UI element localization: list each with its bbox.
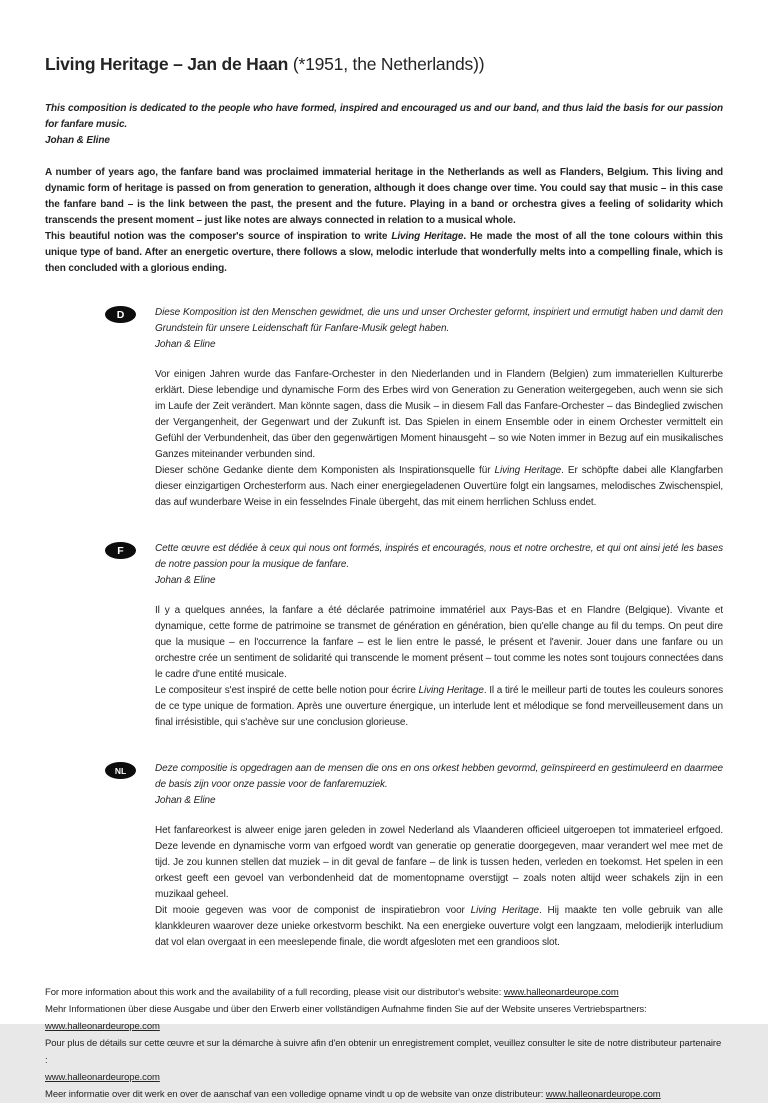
program-note-french — [155, 603, 723, 731]
dedication-french-text: Cette œuvre est dédiée à ceux qui nous ont formés, inspirés et encouragés, nous et notre orchestre, et qui ont ainsi jeté les bases de notre passion pour la musique de fanfare. — [155, 543, 723, 570]
dedication-french — [155, 541, 723, 589]
footer-line-french — [45, 1035, 723, 1086]
work-title-mention: Living Heritage — [391, 231, 464, 242]
english-paragraph-1: A number of years ago, the fanfare band was proclaimed immaterial heritage in the Netherlands as well as Flanders, Belgium. This living and dynamic form of heritage is passed on from generation to generation, although it does change over time. You could say that music – in this case the fanfare band – is the link between the past, the present and the future. Playing in a band or orchestra gives a feeling of solidarity which transcends the present moment – just like notes are always connected in relation to a musical whole. — [45, 167, 723, 226]
dedication-french-signature: Johan & Eline — [155, 575, 216, 586]
dedication-dutch — [155, 761, 723, 809]
dedication-dutch-text: Deze compositie is opgedragen aan de mensen die ons en ons orkest hebben gevormd, geïnspireerd en gestimuleerd en daarmee de basis zijn voor onze passie voor de fanfaremuziek. — [155, 763, 723, 790]
language-badge-f: F — [105, 542, 136, 559]
work-title-mention: Living Heritage — [418, 685, 484, 696]
dutch-paragraph-1: Het fanfareorkest is alweer enige jaren geleden in zowel Nederland als Vlaanderen officieel uitgeroepen tot immaterieel erfgoed. Deze levende en dynamische vorm van erfgoed wordt van generatie op generatie doorgegeven, maar verandert wel mee met de tijd. Je zou kunnen stellen dat muziek – in dit geval de fanfare – de link is tussen heden, verleden en toekomst. Het spelen in een orkest geeft een gevoel van verbondenheid dat de momentopname overstijgt – zoals noten altijd weer schakels zijn in een muzikaal geheel. — [155, 825, 723, 900]
french-paragraph-1: Il y a quelques années, la fanfare a été déclarée patrimoine immatériel aux Pays-Bas et en Flandre (Belgique). Vivante et dynamique, cette forme de patrimoine se transmet de génération en génération, bien qu'elle change au fil du temps. On peut dire que la musique – en l'occurrence la fanfare – est le lien entre le passé, le présent et l'avenir. Jouer dans une fanfare ou un orchestre crée un sentiment de solidarité qui transcende le moment présent – tout comme les notes sont toujours connectées dans le cadre d'une entité musicale. — [155, 605, 723, 680]
dutch-paragraph-2-post: . Hij maakte ten volle gebruik van alle klankkleuren waarover deze unieke orkestvorm beschikt. Na een energieke ouverture volgt een langzaam, melodierijk interludium dat vol elan overgaat in een meeslepende finale, die wordt afgesloten met een grandioos slot. — [155, 905, 723, 948]
english-paragraph-2 — [45, 229, 723, 277]
footer-dutch-text: Meer informatie over dit werk en over de aanschaf van een volledige opname vindt u op de website van onze distributeur: — [45, 1089, 546, 1100]
distributor-link-french[interactable]: www.halleonardeurope.com — [45, 1072, 160, 1083]
dutch-text-column — [155, 761, 723, 951]
french-paragraph-2-post: . Il a tiré le meilleur parti de toutes les couleurs sonores de ce type unique de formation. Après une ouverture énergique, un interlude lent et mélodique se fond merveilleusement dans un final irrésistible, qui s'achève sur une conclusion glorieuse. — [155, 685, 723, 728]
dutch-paragraph-2-pre: Dit mooie gegeven was voor de componist de inspiratiebron voor — [155, 905, 471, 916]
distributor-link-english[interactable]: www.halleonardeurope.com — [503, 987, 619, 998]
language-badge-nl: NL — [105, 762, 136, 779]
footer-line-english — [45, 984, 723, 1001]
french-paragraph-2 — [155, 683, 723, 731]
german-paragraph-1: Vor einigen Jahren wurde das Fanfare-Orchester in den Niederlanden und in Flandern (Belgien) zum immateriellen Kulturerbe erklärt. Diese lebendige und dynamische Form des Erbes wird von Generation zu Generation weitergegeben, auch wenn sie sich im Laufe der Zeit verändert. Man könnte sagen, dass die Musik – in diesem Fall das Fanfare-Orchester – das Bindeglied zwischen der Vergangenheit, der Gegenwart und der Zukunft ist. Das Spielen in einem Ensemble oder in einem Orchester vermittelt ein Gefühl der Verbundenheit, das über den gegenwärtigen Moment hinausgeht – so wie Noten immer in Bezug auf ein musikalisches Ganzes miteinander verbunden sind. — [155, 369, 723, 460]
work-and-composer: Living Heritage – Jan de Haan — [45, 54, 289, 74]
german-badge-column — [105, 305, 155, 511]
german-paragraph-2-pre: Dieser schöne Gedanke diente dem Komponisten als Inspirationsquelle für — [155, 465, 495, 476]
program-note-german — [155, 367, 723, 511]
french-paragraph-2-pre: Le compositeur s'est inspiré de cette belle notion pour écrire — [155, 685, 419, 696]
program-note-english — [45, 165, 723, 277]
program-note-dutch — [155, 823, 723, 951]
footer-line-german — [45, 1001, 723, 1035]
french-badge-column — [105, 541, 155, 731]
work-title-mention: Living Heritage — [494, 465, 562, 476]
footer-french-text: Pour plus de détails sur cette œuvre et sur la démarche à suivre afin d'en obtenir un enregistrement complet, veuillez consulter le site de notre distributeur partenaire : — [45, 1038, 722, 1066]
dedication-german-text: Diese Komposition ist den Menschen gewidmet, die uns und unser Orchester geformt, inspiriert und ermutigt haben und damit den Grundstein für unsere Leidenschaft für Fanfare-Musik gelegt haben. — [155, 307, 723, 334]
dutch-paragraph-2 — [155, 903, 723, 951]
composer-birth-info: (*1951, the Netherlands)) — [288, 54, 485, 74]
page-title — [45, 53, 723, 75]
dedication-dutch-signature: Johan & Eline — [155, 795, 216, 806]
distributor-link-dutch[interactable]: www.halleonardeurope.com — [545, 1089, 661, 1100]
section-german — [105, 305, 723, 511]
dedication-english-text: This composition is dedicated to the people who have formed, inspired and encouraged us and our band, and thus laid the basis for our passion for fanfare music. — [45, 103, 723, 130]
german-paragraph-2 — [155, 463, 723, 511]
footer-english-text: For more information about this work and the availability of a full recording, please visit our distributor's website: — [45, 987, 504, 998]
section-dutch — [105, 761, 723, 951]
dedication-english — [45, 101, 723, 149]
footer-line-dutch — [45, 1086, 723, 1103]
french-text-column — [155, 541, 723, 731]
english-paragraph-2-pre: This beautiful notion was the composer's source of inspiration to write — [45, 231, 392, 242]
dutch-badge-column — [105, 761, 155, 951]
section-french — [105, 541, 723, 731]
footer-german-text: Mehr Informationen über diese Ausgabe und über den Erwerb einer vollständigen Aufnahme finden Sie auf der Website unseres Vertriebspartners: — [45, 1004, 647, 1015]
dedication-german — [155, 305, 723, 353]
dedication-german-signature: Johan & Eline — [155, 339, 216, 350]
german-text-column — [155, 305, 723, 511]
dedication-english-signature: Johan & Eline — [45, 135, 110, 146]
german-paragraph-2-post: . Er schöpfte dabei alle Klangfarben dieser einzigartigen Orchesterform aus. Nach einer energiegeladenen Ouvertüre folgt ein langsames, melodisches Zwischenspiel, das auf wunderbare Weise in ein fesselndes Finale übergeht, das mit einem herrlichen Schluss endet. — [155, 465, 723, 508]
distributor-info-footer — [45, 984, 723, 1103]
distributor-link-german[interactable]: www.halleonardeurope.com — [45, 1021, 160, 1032]
english-paragraph-2-post: . He made the most of all the tone colours within this unique type of band. After an energetic overture, there follows a slow, melodic interlude that wonderfully melts into a compelling finale, which is then concluded with a glorious ending. — [45, 231, 724, 274]
work-title-mention: Living Heritage — [470, 905, 540, 916]
language-badge-d: D — [105, 306, 136, 323]
